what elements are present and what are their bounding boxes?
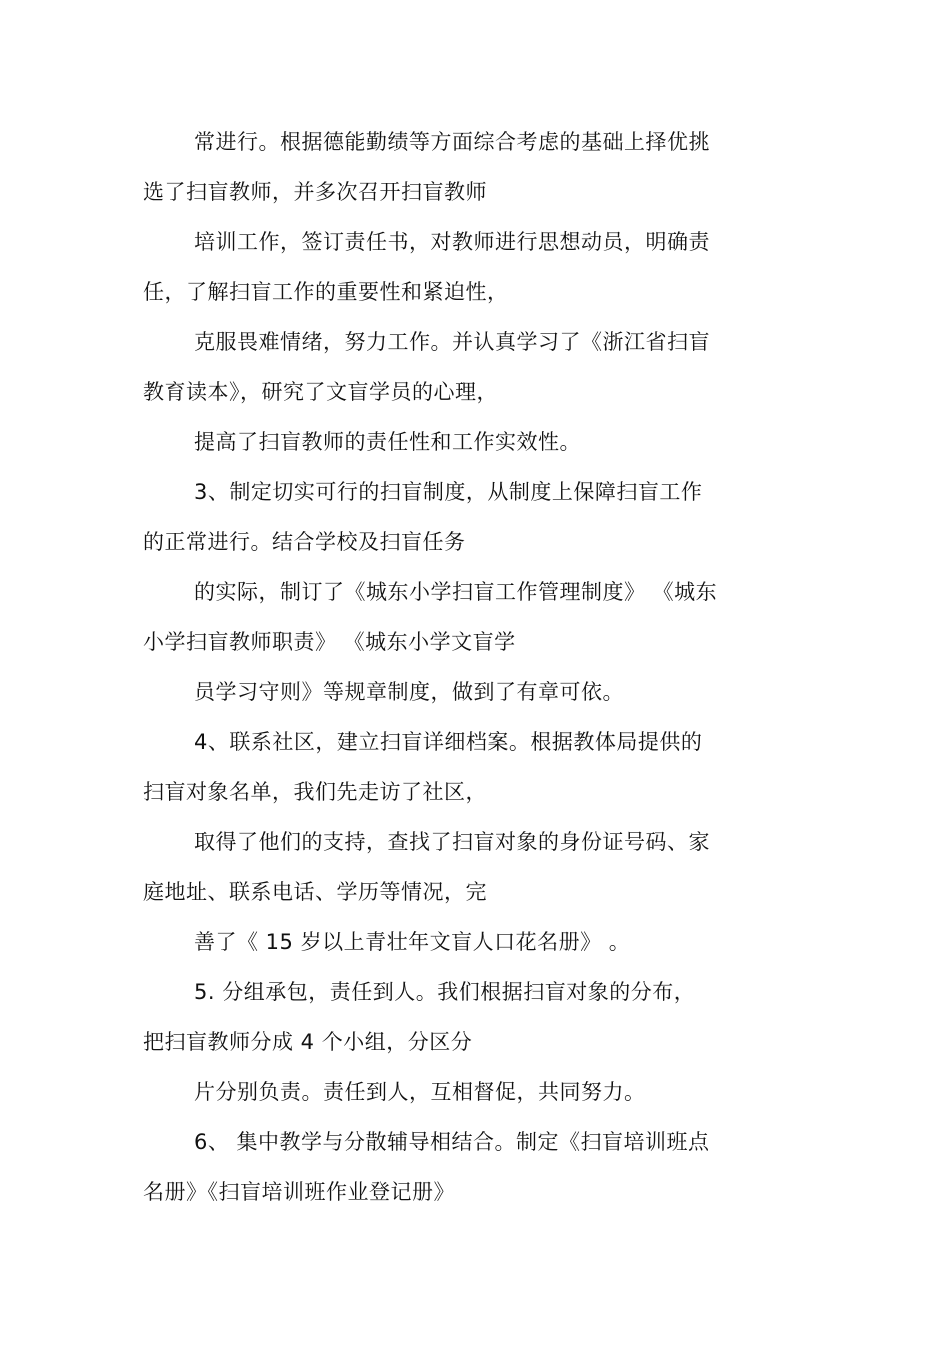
text-line: 教育读本》，研究了文盲学员的心理， — [143, 380, 498, 404]
text-line: 3、制定切实可行的扫盲制度，从制度上保障扫盲工作 — [194, 480, 703, 504]
text-line: 片分别负责。责任到人，互相督促，共同努力。 — [194, 1080, 646, 1104]
text-line: 善了《 15 岁以上青壮年文盲人口花名册》 。 — [194, 930, 631, 954]
text-line: 小学扫盲教师职责》 《城东小学文盲学 — [143, 630, 516, 654]
text-line: 提高了扫盲教师的责任性和工作实效性。 — [194, 430, 581, 454]
text-line: 的实际，制订了《城东小学扫盲工作管理制度》 《城东 — [194, 580, 718, 604]
text-line: 任，了解扫盲工作的重要性和紧迫性， — [143, 280, 509, 304]
text-line: 庭地址、联系电话、学历等情况，完 — [143, 880, 487, 904]
text-line: 名册》《扫盲培训班作业登记册》 — [143, 1180, 455, 1204]
text-line: 5. 分组承包，责任到人。我们根据扫盲对象的分布， — [194, 980, 696, 1004]
text-line: 6、 集中教学与分散辅导相结合。制定《扫盲培训班点 — [194, 1130, 710, 1154]
text-line: 把扫盲教师分成 4 个小组，分区分 — [143, 1030, 473, 1054]
text-line: 克服畏难情绪，努力工作。并认真学习了《浙江省扫盲 — [194, 330, 710, 354]
text-line: 选了扫盲教师，并多次召开扫盲教师 — [143, 180, 487, 204]
text-line: 员学习守则》等规章制度，做到了有章可依。 — [194, 680, 624, 704]
text-line: 的正常进行。结合学校及扫盲任务 — [143, 530, 466, 554]
text-line: 扫盲对象名单，我们先走访了社区， — [143, 780, 487, 804]
text-line: 培训工作，签订责任书，对教师进行思想动员，明确责 — [194, 230, 710, 254]
text-line: 4、联系社区，建立扫盲详细档案。根据教体局提供的 — [194, 730, 703, 754]
text-line: 取得了他们的支持，查找了扫盲对象的身份证号码、家 — [194, 830, 710, 854]
text-line: 常进行。根据德能勤绩等方面综合考虑的基础上择优挑 — [194, 130, 710, 154]
